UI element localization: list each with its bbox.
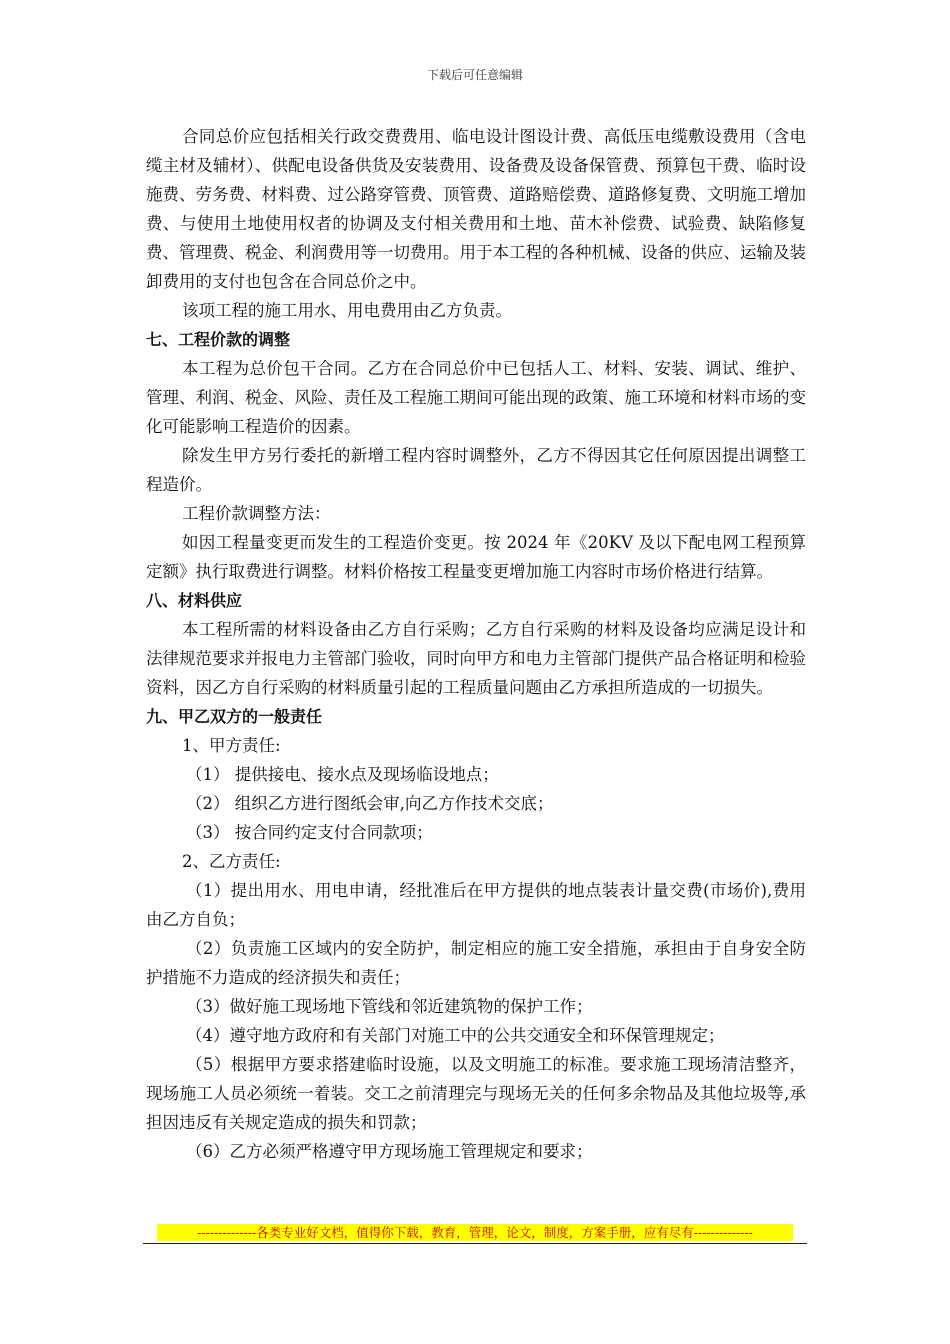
party-b-item-6: （6）乙方必须严格遵守甲方现场施工管理规定和要求；: [186, 1142, 593, 1161]
document-body: [146, 122, 806, 1166]
paragraph-material-supply: 本工程所需的材料设备由乙方自行采购；乙方自行采购的材料及设备均应满足设计和法律规范要求并报电力主管部门验收，同时向甲方和电力主管部门提供产品合格证明和检验资料，因乙方自行采购的材料质量引起的工程质量问题由乙方承担所造成的一切损失。: [146, 620, 806, 697]
party-a-item-1: （1） 提供接电、接水点及现场临设地点；: [186, 765, 499, 784]
party-b-item-2: （2）负责施工区域内的安全防护，制定相应的施工安全措施，承担由于自身安全防护措施不力造成的经济损失和责任；: [146, 939, 806, 987]
party-b-item-5: （5）根据甲方要求搭建临时设施，以及文明施工的标准。要求施工现场清洁整齐，现场施工人员必须统一着装。交工之前清理完与现场无关的任何多余物品及其他垃圾等,承担因违反有关规定造成的损失和罚款；: [146, 1055, 806, 1132]
party-b-title: 2、乙方责任:: [182, 852, 281, 871]
paragraph-adjust-method-title: 工程价款调整方法：: [182, 504, 331, 523]
section-heading-7: 七、工程价款的调整: [146, 330, 291, 349]
paragraph-no-adjustment: 除发生甲方另行委托的新增工程内容时调整外，乙方不得因其它任何原因提出调整工程造价。: [146, 446, 806, 494]
party-a-title: 1、甲方责任:: [182, 736, 281, 755]
section-heading-9: 九、甲乙双方的一般责任: [146, 707, 323, 726]
party-b-item-1: （1）提出用水、用电申请，经批准后在甲方提供的地点装表计量交费(市场价),费用由乙方自负；: [146, 881, 806, 929]
party-b-item-4: （4）遵守地方政府和有关部门对施工中的公共交通安全和环保管理规定；: [186, 1026, 725, 1045]
paragraph-contract-price: 合同总价应包括相关行政交费费用、临电设计图设计费、高低压电缆敷设费用（含电缆主材及辅材）、供配电设备供货及安装费用、设备费及设备保管费、预算包干费、临时设施费、劳务费、材料费、过公路穿管费、顶管费、道路赔偿费、道路修复费、文明施工增加费、与使用土地使用权者的协调及支付相关费用和土地、苗木补偿费、试验费、缺陷修复费、管理费、税金、利润费用等一切费用。用于本工程的各种机械、设备的供应、运输及装卸费用的支付也包含在合同总价之中。: [146, 127, 806, 291]
section-heading-8: 八、材料供应: [146, 591, 243, 610]
paragraph-lump-sum: 本工程为总价包干合同。乙方在合同总价中已包括人工、材料、安装、调试、维护、管理、利润、税金、风险、责任及工程施工期间可能出现的政策、施工环境和材料市场的变化可能影响工程造价的因素。: [146, 359, 806, 436]
party-a-item-2: （2） 组织乙方进行图纸会审,向乙方作技术交底；: [186, 794, 554, 813]
header-note: 下载后可任意编辑: [426, 68, 523, 82]
party-a-item-3: （3） 按合同约定支付合同款项；: [186, 823, 433, 842]
paragraph-water-electricity: 该项工程的施工用水、用电费用由乙方负责。: [182, 301, 512, 320]
paragraph-adjust-method: 如因工程量变更而发生的工程造价变更。按 2024 年《20KV 及以下配电网工程预算定额》执行取费进行调整。材料价格按工程量变更增加施工内容时市场价格进行结算。: [146, 533, 806, 581]
footer-divider: [143, 1243, 807, 1244]
footer-banner: --------------各类专业好文档，值得你下载，教育，管理，论文，制度，方案手册，应有尽有--------------: [157, 1224, 793, 1241]
party-b-item-3: （3）做好施工现场地下管线和邻近建筑物的保护工作；: [186, 997, 593, 1016]
